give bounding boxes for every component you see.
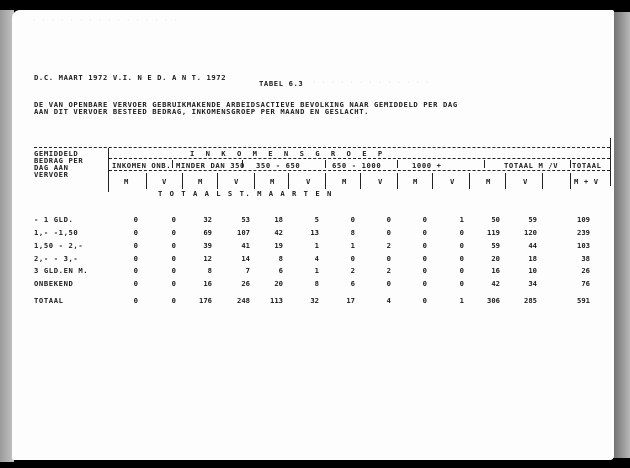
table-cell: 0	[171, 279, 176, 288]
table-cell: 0	[459, 241, 464, 250]
table-cell: 306	[487, 296, 500, 305]
sex-header: M	[270, 177, 275, 186]
table-cell: 34	[528, 279, 537, 288]
table-cell: 16	[203, 279, 212, 288]
income-group-lt350: MINDER DAN 350	[176, 161, 245, 170]
table-cell: 53	[241, 215, 250, 224]
table-cell: 0	[133, 266, 138, 275]
table-cell: 76	[581, 279, 590, 288]
table-cell: 6	[350, 279, 355, 288]
table-cell: 0	[422, 296, 427, 305]
table-cell: 5	[314, 215, 319, 224]
row-label: - 1 GLD.	[34, 215, 74, 224]
row-label: ONBEKEND	[34, 279, 74, 288]
row-label: 3 GLD.EN M.	[34, 266, 89, 275]
table-cell: 1	[314, 266, 319, 275]
table-cell: 8	[350, 228, 355, 237]
table-cell: 32	[310, 296, 319, 305]
table-cell: 0	[422, 215, 427, 224]
table-cell: 19	[274, 241, 283, 250]
sex-header: V	[234, 177, 239, 186]
sex-header: V	[378, 177, 383, 186]
table-cell: 14	[241, 254, 250, 263]
stub-header-1: GEMIDDELD	[34, 149, 79, 158]
table-cell: 0	[133, 215, 138, 224]
table-cell: 0	[422, 279, 427, 288]
table-cell: 1	[459, 215, 464, 224]
table-cell: 176	[199, 296, 212, 305]
group-header: I N K O M E N S G R O E P	[190, 149, 386, 158]
income-group-unknown: INKOMEN ONB.	[112, 161, 172, 170]
table-cell: 0	[133, 296, 138, 305]
table-cell: 26	[241, 279, 250, 288]
sex-header: V	[523, 177, 528, 186]
row-label: TOTAAL	[34, 296, 64, 305]
table-cell: 0	[171, 254, 176, 263]
table-cell: 0	[459, 279, 464, 288]
table-cell: 248	[237, 296, 250, 305]
table-cell: 39	[203, 241, 212, 250]
table-cell: 0	[171, 241, 176, 250]
table-cell: 20	[274, 279, 283, 288]
table-cell: 0	[350, 254, 355, 263]
table-cell: 42	[274, 228, 283, 237]
table-cell: 18	[274, 215, 283, 224]
income-group-total-mv: TOTAAL M /V	[504, 161, 559, 170]
table-cell: 591	[577, 296, 590, 305]
document-page: · · · · · · · · · · · · · · · · · · · · · · · · · · · · · D.C. MAART 1972 V.I. N E D. A N T. 1972 TABEL 6.3 DE VAN OPENBARE VERVOER GEBRUIKMAKENDE ARBEIDSACTIEVE BEVOLKING NAAR GEMIDDELD PER DAG AAN DIT VERVOER BESTEED BEDRAG, INKOMENSGROEP PER MAAND EN GESLACHT. GEMIDDELD BEDRAG PER DAG AAN VERVOER I N K O M E N S G R O E P INKOMEN ONB. MINDER DAN 350 350 - 650 650 - 1000 1000 + TOTAAL M /V TOTAAL M V M V M V M V M V M V M + V T O T A A L S T. M A A R T E N - 1 GLD. 0 0 32 53 18 5 0 0 0 1 50 59 109 1,- -1,50 0 0 69 107 42 13 8 0 0 0 119 120 239 1,50 - 2,- 0 0 39 41 19 1 1 2 0 0 59 44 103 2,- - 3,- 0 0 12 14 8 4 0 0 0 0 20 18 38 3 GLD.EN M. 0 0 8 7 6 1 2 2 0 0 16 10 26 ONBEKEND 0 0 16 26 20 8 6 0 0 0 42 34 76 TOTAAL 0 0 176 248 113 32 17 4 0 1 306 285 591	[12, 10, 614, 460]
table-cell: 0	[459, 254, 464, 263]
table-cell: 59	[491, 241, 500, 250]
sex-header: M	[124, 177, 129, 186]
sex-header: M	[486, 177, 491, 186]
section-title: T O T A A L S T. M A A R T E N	[158, 189, 333, 198]
table-cell: 44	[528, 241, 537, 250]
row-label: 1,- -1,50	[34, 228, 79, 237]
table-cell: 0	[422, 266, 427, 275]
table-cell: 2	[350, 266, 355, 275]
table-cell: 0	[422, 241, 427, 250]
table-cell: 0	[386, 228, 391, 237]
table-cell: 0	[133, 241, 138, 250]
table-cell: 0	[459, 266, 464, 275]
row-label: 1,50 - 2,-	[34, 241, 84, 250]
table-cell: 113	[270, 296, 283, 305]
table-cell: 1	[459, 296, 464, 305]
table-cell: 8	[207, 266, 212, 275]
table-cell: 0	[386, 254, 391, 263]
title-line-2: AAN DIT VERVOER BESTEED BEDRAG, INKOMENSGROEP PER MAAND EN GESLACHT.	[34, 107, 370, 116]
sex-header: M	[342, 177, 347, 186]
table-cell: 6	[278, 266, 283, 275]
table-cell: 0	[171, 228, 176, 237]
sex-header: V	[162, 177, 167, 186]
table-cell: 69	[203, 228, 212, 237]
table-cell: 0	[350, 215, 355, 224]
table-cell: 41	[241, 241, 250, 250]
sex-header: M + V	[574, 177, 599, 186]
table-cell: 0	[171, 215, 176, 224]
table-cell: 1	[314, 241, 319, 250]
table-cell: 0	[422, 228, 427, 237]
table-cell: 0	[459, 228, 464, 237]
table-cell: 0	[133, 279, 138, 288]
table-cell: 120	[524, 228, 537, 237]
table-cell: 0	[133, 228, 138, 237]
table-cell: 59	[528, 215, 537, 224]
table-cell: 0	[133, 254, 138, 263]
table-cell: 8	[278, 254, 283, 263]
income-group-total: TOTAAL	[572, 161, 602, 170]
table-cell: 0	[171, 266, 176, 275]
table-cell: 12	[203, 254, 212, 263]
table-cell: 16	[491, 266, 500, 275]
sex-header: M	[198, 177, 203, 186]
table-cell: 107	[237, 228, 250, 237]
table-cell: 42	[491, 279, 500, 288]
table-cell: 4	[314, 254, 319, 263]
table-cell: 17	[346, 296, 355, 305]
table-cell: 32	[203, 215, 212, 224]
table-cell: 109	[577, 215, 590, 224]
table-cell: 8	[314, 279, 319, 288]
scan-right-edge	[612, 12, 630, 458]
table-cell: 7	[245, 266, 250, 275]
table-cell: 20	[491, 254, 500, 263]
table-cell: 103	[577, 241, 590, 250]
table-cell: 0	[171, 296, 176, 305]
stub-header-4: VERVOER	[34, 170, 69, 179]
table-cell: 26	[581, 266, 590, 275]
sex-header: V	[450, 177, 455, 186]
table-cell: 2	[386, 266, 391, 275]
title-line-1: DE VAN OPENBARE VERVOER GEBRUIKMAKENDE ARBEIDSACTIEVE BEVOLKING NAAR GEMIDDELD PER DAG	[34, 100, 458, 109]
income-group-1000plus: 1000 +	[412, 161, 442, 170]
table-cell: 0	[386, 215, 391, 224]
table-cell: 38	[581, 254, 590, 263]
table-cell: 0	[386, 279, 391, 288]
stub-header-2: BEDRAG PER	[34, 156, 84, 165]
table-cell: 50	[491, 215, 500, 224]
table-number: TABEL 6.3	[259, 79, 304, 88]
table-cell: 239	[577, 228, 590, 237]
table-cell: 13	[310, 228, 319, 237]
income-group-350-650: 350 - 650	[256, 161, 301, 170]
table-cell: 119	[487, 228, 500, 237]
sex-header: M	[413, 177, 418, 186]
table-cell: 18	[528, 254, 537, 263]
table-cell: 4	[386, 296, 391, 305]
stub-header-3: DAG AAN	[34, 163, 69, 172]
table-cell: 285	[524, 296, 537, 305]
income-group-650-1000: 650 - 1000	[332, 161, 382, 170]
table-cell: 1	[350, 241, 355, 250]
table-cell: 0	[422, 254, 427, 263]
row-label: 2,- - 3,-	[34, 254, 79, 263]
table-cell: 10	[528, 266, 537, 275]
source-line: D.C. MAART 1972 V.I. N E D. A N T. 1972	[34, 73, 227, 82]
sex-header: V	[306, 177, 311, 186]
table-cell: 2	[386, 241, 391, 250]
